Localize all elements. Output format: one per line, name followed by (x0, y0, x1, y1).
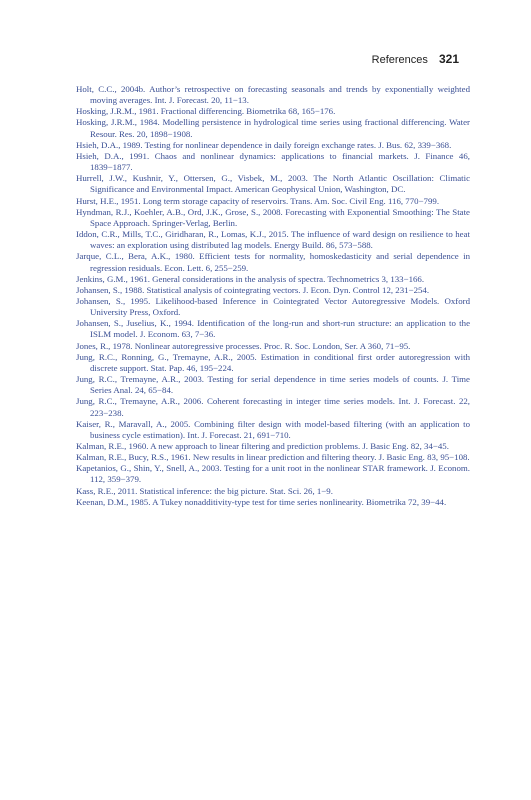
reference-entry: Jung, R.C., Tremayne, A.R., 2006. Coherent forecasting in integer time series models. Int. J. Forecast. 22, 223−238. (76, 396, 470, 418)
reference-entry: Hosking, J.R.M., 1984. Modelling persistence in hydrological time series using fractional differencing. Water Resour. Res. 20, 1898−1908. (76, 117, 470, 139)
reference-entry: Hurrell, J.W., Kushnir, Y., Ottersen, G., Visbek, M., 2003. The North Atlantic Oscillation: Climatic Significance and Environmental Impact. American Geophysical Union, Washington, DC. (76, 173, 470, 195)
reference-entry: Johansen, S., Juselius, K., 1994. Identification of the long-run and short-run structure: an application to the ISLM model. J. Econom. 63, 7−36. (76, 318, 470, 340)
reference-entry: Hosking, J.R.M., 1981. Fractional differencing. Biometrika 68, 165−176. (76, 106, 336, 117)
reference-entry: Kalman, R.E., Bucy, R.S., 1961. New results in linear prediction and filtering theory. J. Basic Eng. 83, 95−108. (76, 452, 470, 463)
reference-entry: Jarque, C.L., Bera, A.K., 1980. Efficient tests for normality, homoskedasticity and serial dependence in regression residuals. Econ. Lett. 6, 255−259. (76, 251, 470, 273)
page-number: 321 (438, 52, 459, 66)
reference-entry: Hurst, H.E., 1951. Long term storage capacity of reservoirs. Trans. Am. Soc. Civil Eng. 116, 770−799. (76, 195, 440, 206)
reference-entry: Johansen, S., 1988. Statistical analysis of cointegrating vectors. J. Econ. Dyn. Control 12, 231−254. (76, 284, 430, 295)
running-header (372, 52, 459, 66)
reference-entry: Jung, R.C., Tremayne, A.R., 2003. Testing for serial dependence in time series models of counts. J. Time Series Anal. 24, 65−84. (76, 374, 470, 396)
reference-entry: Kapetanios, G., Shin, Y., Snell, A., 2003. Testing for a unit root in the nonlinear STAR framework. J. Econom. 112, 359−379. (76, 463, 470, 485)
reference-entry: Kalman, R.E., 1960. A new approach to linear filtering and prediction problems. J. Basic Eng. 82, 34−45. (76, 441, 449, 451)
reference-entry: Hsieh, D.A., 1989. Testing for nonlinear dependence in daily foreign exchange rates. J. Bus. 62, 339−368. (76, 139, 452, 150)
reference-entry: Jones, R., 1978. Nonlinear autoregressive processes. Proc. R. Soc. London, Ser. A 360, 71−95. (76, 340, 411, 351)
reference-entry: Kass, R.E., 2011. Statistical inference: the big picture. Stat. Sci. 26, 1−9. (76, 485, 333, 496)
reference-entry: Jung, R.C., Ronning, G., Tremayne, A.R., 2005. Estimation in conditional first order autoregression with discrete support. Stat. Pap. 46, 195−224. (76, 351, 470, 373)
reference-entry: Holt, C.C., 2004b. Author’s retrospective on forecasting seasonals and trends by exponentially weighted moving averages. Int. J. Forecast. 20, 11−13. (76, 84, 470, 106)
section-title: References (371, 54, 428, 66)
reference-entry: Jenkins, G.M., 1961. General considerations in the analysis of spectra. Technometrics 3, 133−166. (76, 273, 425, 284)
reference-entry: Hyndman, R.J., Koehler, A.B., Ord, J.K., Grose, S., 2008. Forecasting with Exponential Smoothing: The State Space Approach. Springer-Verlag, Berlin. (76, 206, 470, 228)
reference-entry: Hsieh, D.A., 1991. Chaos and nonlinear dynamics: applications to financial markets. J. Finance 46, 1839−1877. (76, 150, 470, 173)
reference-list (76, 84, 470, 508)
reference-entry: Kaiser, R., Maravall, A., 2005. Combining filter design with model-based filtering (with an application to business cycle estimation). Int. J. Forecast. 21, 691−710. (76, 418, 470, 440)
reference-entry: Iddon, C.R., Mills, T.C., Giridharan, R., Lomas, K.J., 2015. The influence of ward design on resilience to heat waves: an exploration using distributed lag models. Energy Build. 86, 573−588. (76, 229, 470, 251)
reference-entry: Johansen, S., 1995. Likelihood-based Inference in Cointegrated Vector Autoregressive Models. Oxford University Press, Oxford. (76, 295, 470, 318)
reference-entry: Keenan, D.M., 1985. A Tukey nonadditivity-type test for time series nonlinearity. Biometrika 72, 39−44. (76, 496, 447, 507)
